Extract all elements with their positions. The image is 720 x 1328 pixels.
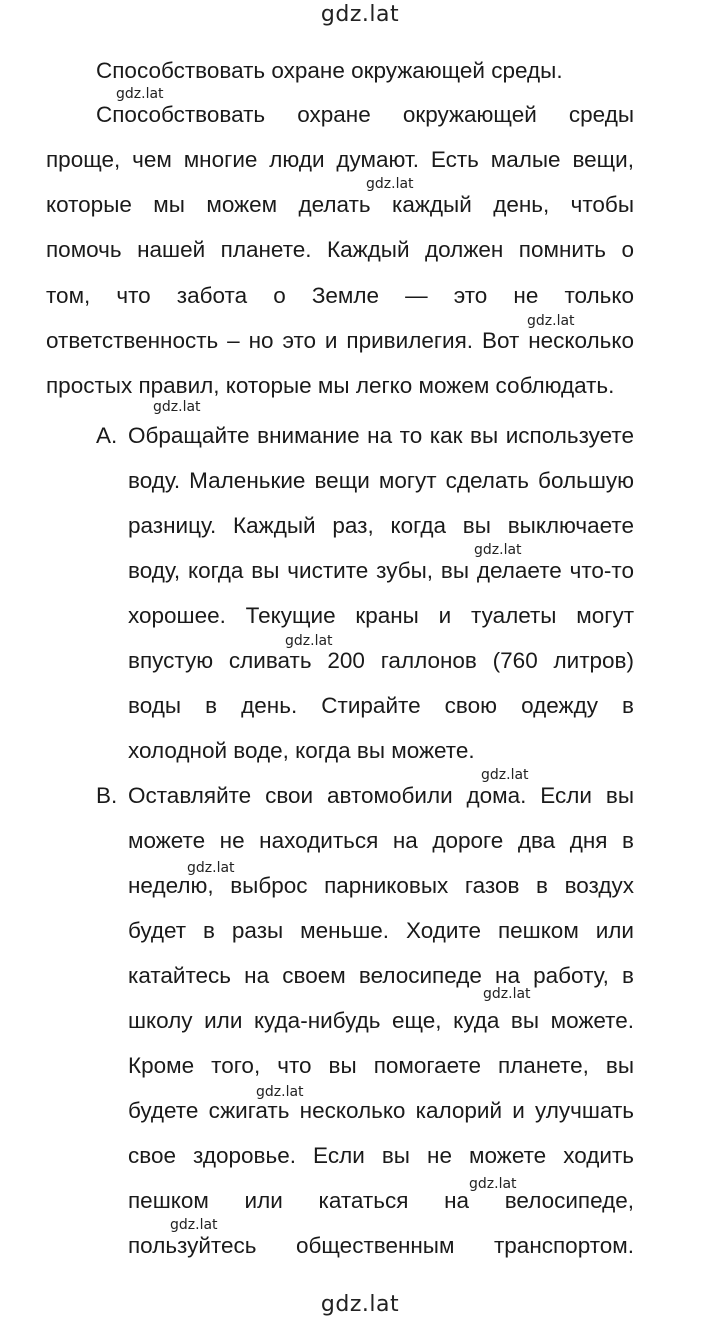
list-item-line: воды в день. Стирайте свою одежду в xyxy=(128,693,634,718)
watermark-small: gdz.lat xyxy=(116,86,164,102)
list-item-line: Кроме того, что вы помогаете планете, вы xyxy=(128,1053,634,1078)
paragraph-line: ответственность – но это и привилегия. Вот несколько xyxy=(46,328,634,353)
paragraph-line: простых правил, которые мы легко можем соблюдать. xyxy=(46,373,615,398)
list-item-line: хорошее. Текущие краны и туалеты могут xyxy=(128,603,634,628)
header-watermark: gdz.lat xyxy=(320,2,400,27)
list-item-line: Оставляйте свои автомобили дома. Если вы xyxy=(128,783,634,808)
watermark-small: gdz.lat xyxy=(483,986,531,1002)
list-item-line: будет в разы меньше. Ходите пешком или xyxy=(128,918,634,943)
list-item-line: катайтесь на своем велосипеде на работу, в xyxy=(128,963,634,988)
watermark-small: gdz.lat xyxy=(187,860,235,876)
list-item-line: пешком или кататься на велосипеде, xyxy=(128,1188,634,1213)
list-item-line: холодной воде, когда вы можете. xyxy=(128,738,475,763)
watermark-small: gdz.lat xyxy=(474,542,522,558)
list-item-line: можете не находиться на дороге два дня в xyxy=(128,828,634,853)
watermark-small: gdz.lat xyxy=(366,176,414,192)
footer-watermark: gdz.lat xyxy=(320,1292,400,1317)
list-item-line: воду, когда вы чистите зубы, вы делаете что-то xyxy=(128,558,634,583)
paragraph-line: помочь нашей планете. Каждый должен помнить о xyxy=(46,237,634,262)
list-item-line: Обращайте внимание на то как вы используете xyxy=(128,423,634,448)
list-item-line: разницу. Каждый раз, когда вы выключаете xyxy=(128,513,634,538)
list-marker: B. xyxy=(96,783,118,808)
paragraph-line: которые мы можем делать каждый день, чтобы xyxy=(46,192,634,217)
watermark-small: gdz.lat xyxy=(481,767,529,783)
list-item-line: воду. Маленькие вещи могут сделать большую xyxy=(128,468,634,493)
list-item-line: неделю, выброс парниковых газов в воздух xyxy=(128,873,634,898)
list-item-line: школу или куда-нибудь еще, куда вы можете. xyxy=(128,1008,634,1033)
list-item-line: пользуйтесь общественным транспортом. xyxy=(128,1233,634,1258)
paragraph-line: том, что забота о Земле — это не только xyxy=(46,283,634,308)
watermark-small: gdz.lat xyxy=(256,1084,304,1100)
watermark-small: gdz.lat xyxy=(170,1217,218,1233)
list-item-line: будете сжигать несколько калорий и улучшать xyxy=(128,1098,634,1123)
list-item-line: свое здоровье. Если вы не можете ходить xyxy=(128,1143,634,1168)
list-item-line: впустую сливать 200 галлонов (760 литров) xyxy=(128,648,634,673)
document-title: Способствовать охране окружающей среды. xyxy=(96,58,563,83)
watermark-small: gdz.lat xyxy=(285,633,333,649)
watermark-small: gdz.lat xyxy=(153,399,201,415)
watermark-small: gdz.lat xyxy=(469,1176,517,1192)
watermark-small: gdz.lat xyxy=(527,313,575,329)
paragraph-line: проще, чем многие люди думают. Есть малые вещи, xyxy=(46,147,634,172)
paragraph-line: Способствовать охране окружающей среды xyxy=(96,102,634,127)
list-marker: A. xyxy=(96,423,118,448)
